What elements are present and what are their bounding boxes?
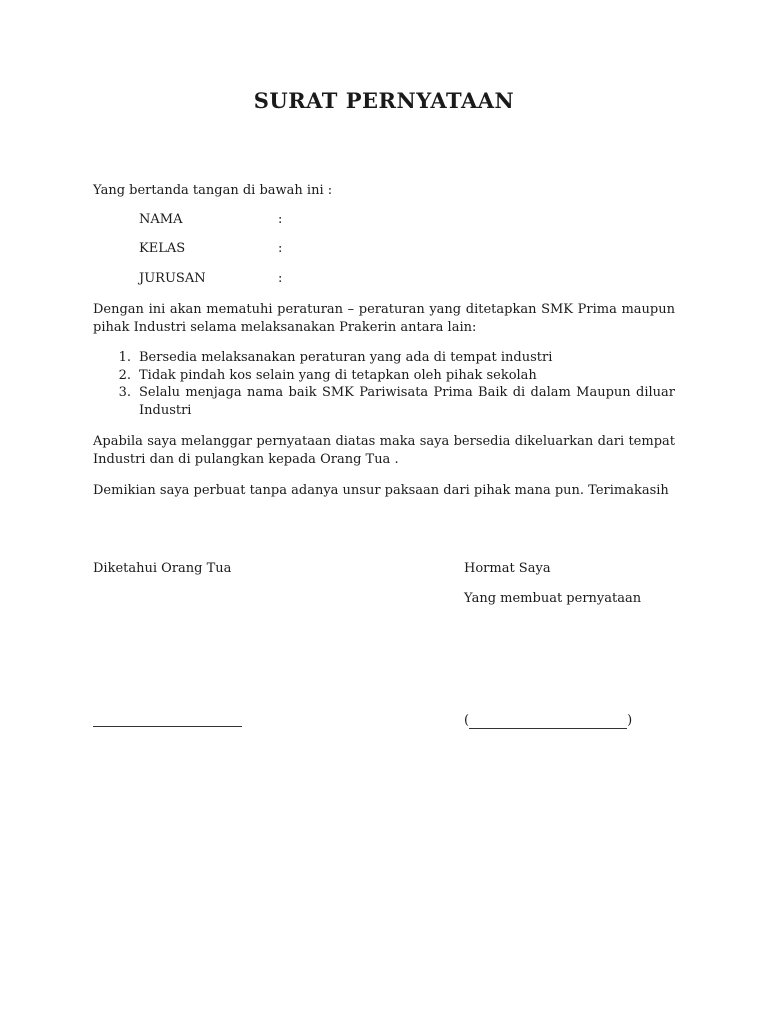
field-colon-kelas: : — [278, 241, 283, 256]
document-title: SURAT PERNYATAAN — [253, 88, 515, 113]
list-item-text: Tidak pindah kos selain yang di tetapkan oleh pihak sekolah — [139, 367, 537, 383]
field-label-jurusan: JURUSAN — [139, 271, 206, 286]
close-bracket: ) — [627, 713, 633, 728]
paragraph-violation: Apabila saya melanggar pernyataan diatas maka saya bersedia dikeluarkan dari tempat Industri dan di pulangkan kepada Orang Tua . — [93, 434, 675, 467]
list-item-text: Bersedia melaksanakan peraturan yang ada di tempat industri — [139, 350, 553, 365]
list-item-number: 1. — [118, 350, 131, 365]
list-item-text: Selalu menjaga nama baik SMK Pariwisata Prima Baik di dalam Maupun diluar Industri — [139, 385, 675, 418]
signature-blank — [469, 715, 627, 729]
intro-text: Yang bertanda tangan di bawah ini : — [93, 183, 333, 198]
signature-line-signer — [464, 712, 632, 729]
field-colon-jurusan: : — [278, 271, 283, 286]
field-label-kelas: KELAS — [139, 241, 186, 256]
open-bracket: ( — [464, 713, 470, 728]
list-item — [93, 384, 675, 419]
list-item-number: 2. — [118, 367, 131, 383]
paragraph-closing: Demikian saya perbuat tanpa adanya unsur paksaan dari pihak mana pun. Terimakasih — [93, 483, 669, 498]
field-label-nama: NAMA — [139, 212, 183, 227]
signature-signer-sublabel: Yang membuat pernyataan — [464, 591, 642, 606]
list-item — [93, 349, 675, 367]
signature-signer-label: Hormat Saya — [464, 561, 551, 576]
list-item — [93, 367, 675, 385]
field-colon-nama: : — [278, 212, 283, 227]
list-item-number: 3. — [118, 385, 131, 400]
rules-list — [93, 349, 675, 419]
signature-line-parent — [93, 726, 242, 727]
signature-parent-label: Diketahui Orang Tua — [93, 561, 232, 576]
paragraph-rules: Dengan ini akan mematuhi peraturan – peraturan yang ditetapkan SMK Prima maupun pihak Industri selama melaksanakan Prakerin antara lain: — [93, 302, 675, 335]
